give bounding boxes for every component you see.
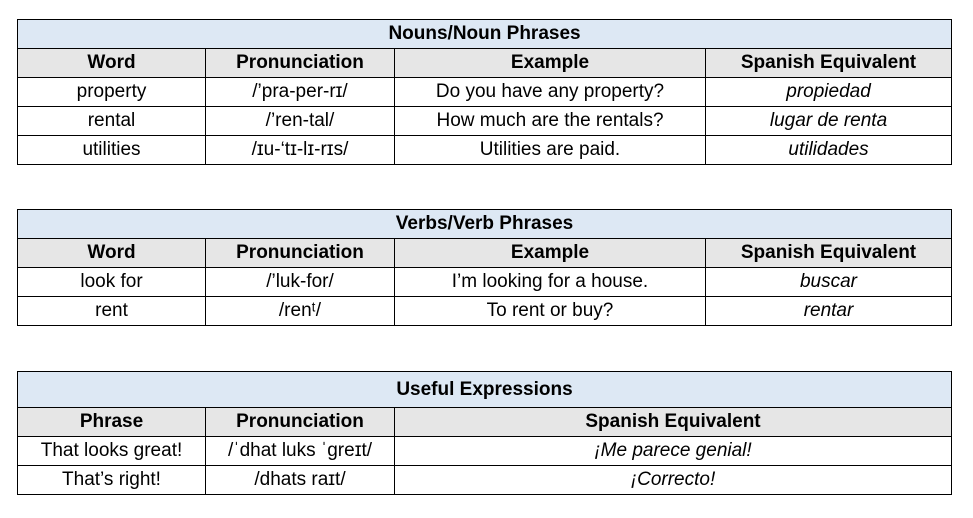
pronunciation-cell: /ɪu-‘tɪ-lɪ-rɪs/ [206, 136, 395, 165]
phrase-cell: That looks great! [18, 437, 206, 466]
word-cell: rental [18, 107, 206, 136]
spanish-cell: ¡Correcto! [395, 466, 952, 495]
column-header-spanish: Spanish Equivalent [706, 239, 952, 268]
example-cell: I’m looking for a house. [395, 268, 706, 297]
example-cell: How much are the rentals? [395, 107, 706, 136]
phrase-cell: That’s right! [18, 466, 206, 495]
nouns-table-title: Nouns/Noun Phrases [18, 20, 952, 49]
spanish-cell: buscar [706, 268, 952, 297]
column-header-word: Word [18, 49, 206, 78]
spanish-cell: ¡Me parece genial! [395, 437, 952, 466]
column-header-spanish: Spanish Equivalent [706, 49, 952, 78]
column-header-word: Word [18, 239, 206, 268]
column-header-pronunciation: Pronunciation [206, 239, 395, 268]
verbs-table-title: Verbs/Verb Phrases [18, 210, 952, 239]
word-cell: look for [18, 268, 206, 297]
column-header-example: Example [395, 239, 706, 268]
table-row [18, 268, 952, 297]
word-cell: property [18, 78, 206, 107]
word-cell: utilities [18, 136, 206, 165]
table-row [18, 466, 952, 495]
pronunciation-cell: /ˈdhat luks ˈgreɪt/ [206, 437, 395, 466]
example-cell: To rent or buy? [395, 297, 706, 326]
example-cell: Utilities are paid. [395, 136, 706, 165]
column-header-phrase: Phrase [18, 408, 206, 437]
pronunciation-cell: /dhats raɪt/ [206, 466, 395, 495]
spanish-cell: rentar [706, 297, 952, 326]
nouns-table [17, 19, 952, 165]
column-header-spanish: Spanish Equivalent [395, 408, 952, 437]
pronunciation-cell: /renᵗ/ [206, 297, 395, 326]
column-header-example: Example [395, 49, 706, 78]
table-row [18, 437, 952, 466]
spanish-cell: lugar de renta [706, 107, 952, 136]
spanish-cell: propiedad [706, 78, 952, 107]
expressions-table [17, 371, 952, 495]
verbs-table [17, 209, 952, 326]
example-cell: Do you have any property? [395, 78, 706, 107]
word-cell: rent [18, 297, 206, 326]
spanish-cell: utilidades [706, 136, 952, 165]
column-header-pronunciation: Pronunciation [206, 49, 395, 78]
pronunciation-cell: /’pra-per-rɪ/ [206, 78, 395, 107]
column-header-pronunciation: Pronunciation [206, 408, 395, 437]
expressions-table-title: Useful Expressions [18, 372, 952, 408]
table-row [18, 78, 952, 107]
pronunciation-cell: /’luk-for/ [206, 268, 395, 297]
table-row [18, 136, 952, 165]
table-row [18, 107, 952, 136]
pronunciation-cell: /’ren-tal/ [206, 107, 395, 136]
table-row [18, 297, 952, 326]
